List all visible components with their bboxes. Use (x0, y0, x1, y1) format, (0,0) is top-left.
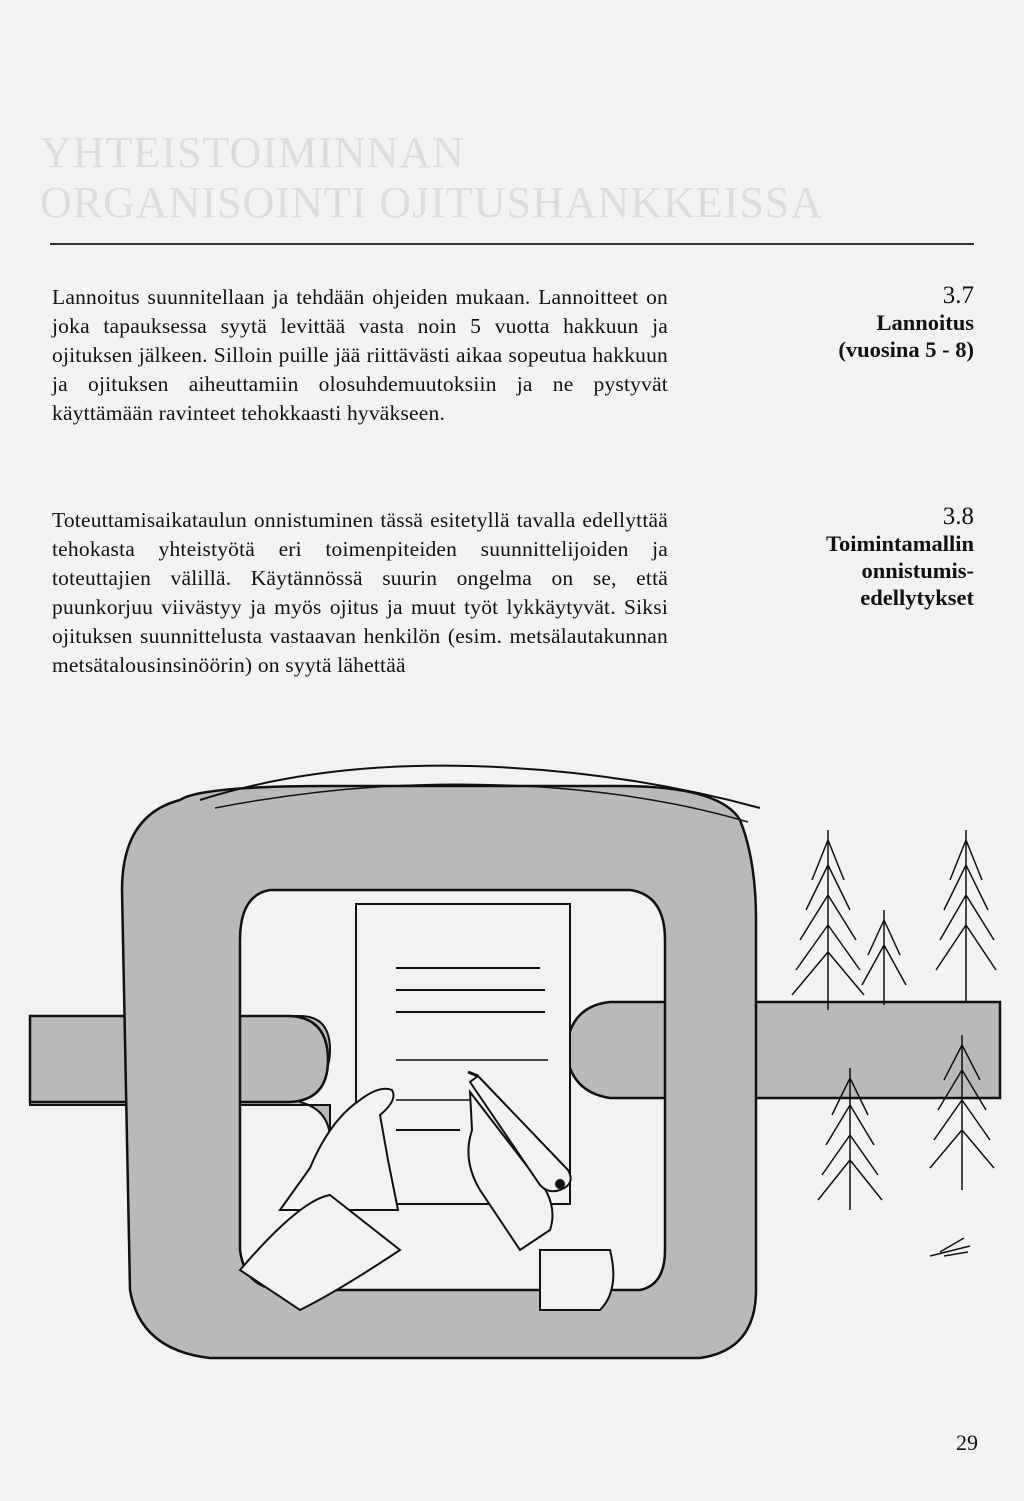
section-title-line: edellytykset (860, 585, 974, 610)
section-heading-3-7 (838, 282, 974, 363)
section-number: 3.8 (942, 503, 974, 530)
header-rule (50, 243, 974, 245)
paragraph-lannoitus: Lannoitus suunnitellaan ja tehdään ohjeiden mukaan. Lannoitteet on joka tapauksessa syytä levittää vasta noin 5 vuotta hakkuun ja ojituksen jälkeen. Silloin puille jää riittävästi aikaa sopeutua hakkuun ja ojituksen aiheuttamiin olosuhdemuutoksiin ja ne pystyvät käyttämään ravinteet tehokkaasti hyväkseen. (52, 285, 668, 425)
faded-header (40, 128, 824, 228)
section-title-line: Toimintamallin (826, 531, 974, 556)
section-title-line: (vuosina 5 - 8) (838, 337, 974, 362)
faded-header-line1: YHTEISTOIMINNAN (40, 128, 465, 177)
page-number: 29 (956, 1430, 978, 1455)
section-title-line: Lannoitus (876, 310, 974, 335)
section-heading-3-8 (826, 503, 974, 611)
section-title-line: onnistumis- (861, 558, 974, 583)
paragraph-onnistumisedellytykset: Toteuttamisaikataulun onnistuminen tässä esitetyllä tavalla edellyttää tehokasta yhteistyötä eri toimenpiteiden suunnittelijoiden ja toteuttajien välillä. Käytännössä suurin ongelma on se, että puunkorjuu viivästyy ja myös ojitus ja muut työt lykkäytyvät. Siksi ojituksen suunnittelusta vastaavan henkilön (esim. metsälautakunnan metsätalousinsinöörin) on syytä lähettää (52, 508, 668, 677)
cooperation-illustration (0, 690, 1024, 1390)
faded-header-line2: ORGANISOINTI OJITUSHANKKEISSA (40, 178, 824, 227)
section-number: 3.7 (942, 282, 974, 309)
